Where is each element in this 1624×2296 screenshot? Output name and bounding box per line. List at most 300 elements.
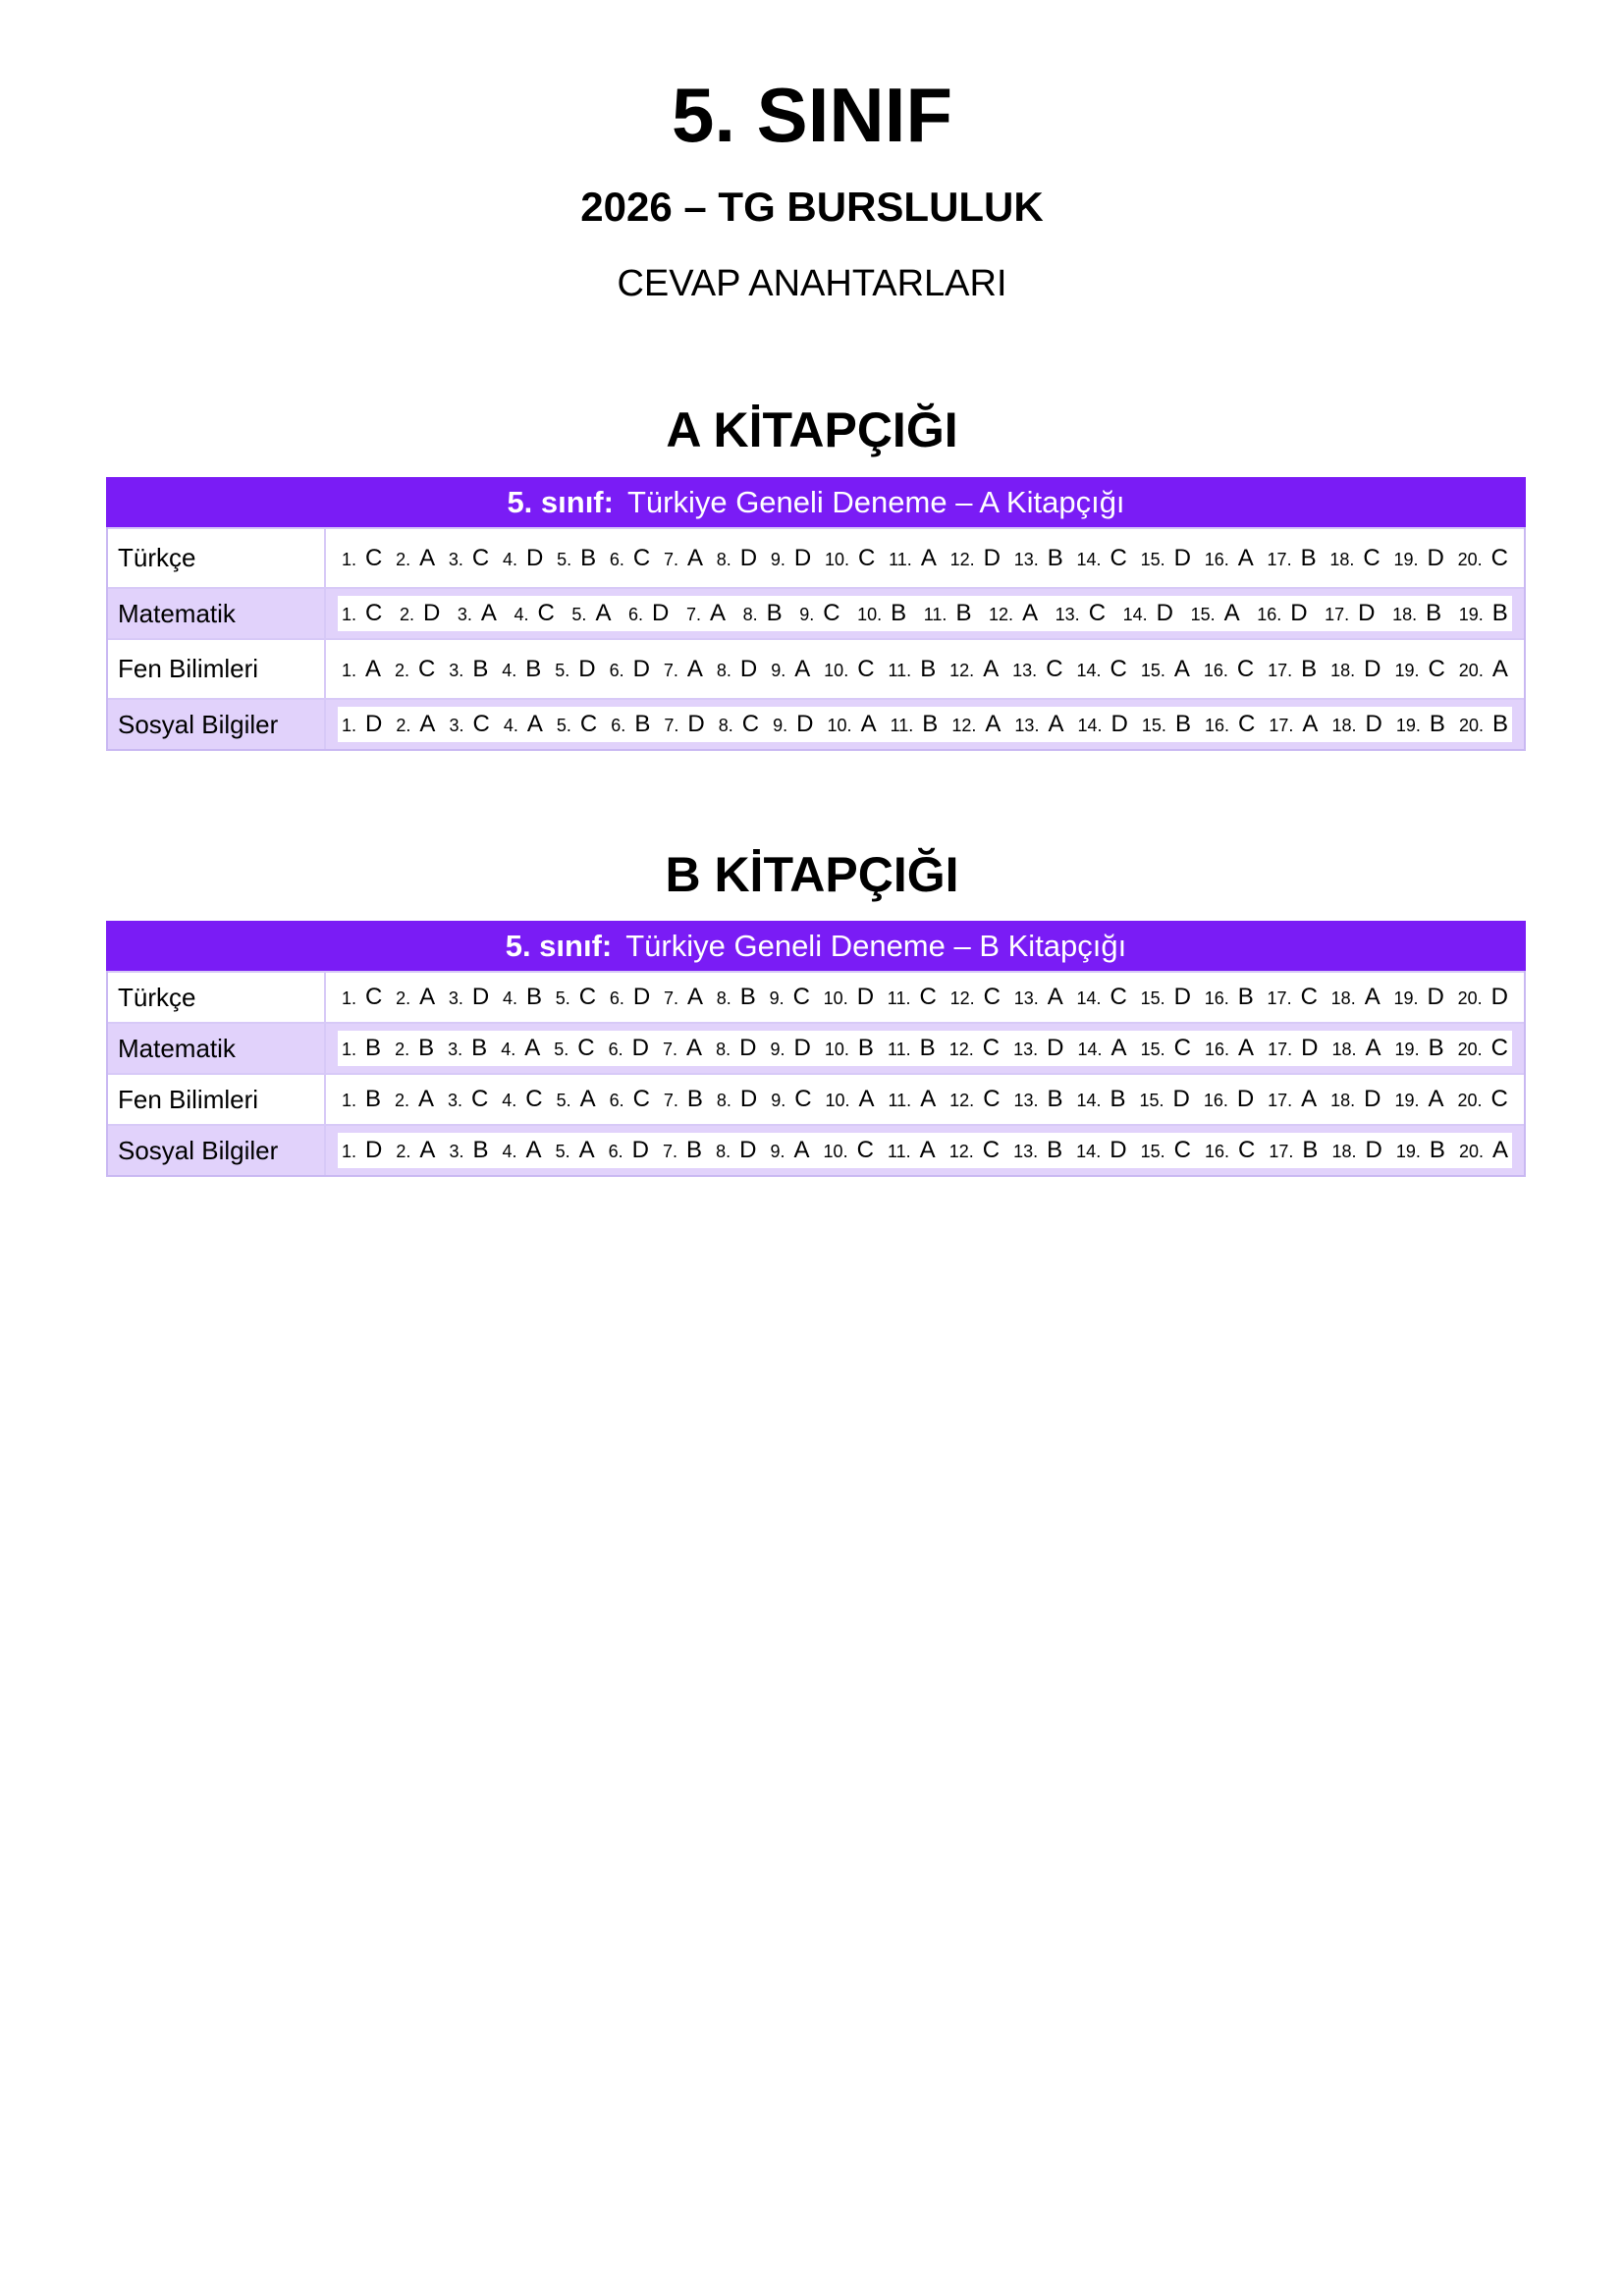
question-number: 13.: [1013, 549, 1039, 569]
question-number: 10.: [825, 549, 850, 569]
answers-cell: [326, 1075, 1524, 1124]
question-number: 8.: [716, 1091, 731, 1110]
answer-letter: B: [1047, 1137, 1063, 1163]
question-number: 5.: [556, 1091, 571, 1110]
answer-item: [395, 1086, 434, 1113]
answer-item: [1329, 545, 1380, 572]
answer-item: [1205, 545, 1254, 572]
answer-letter: A: [1238, 1035, 1255, 1061]
answer-letter: C: [632, 544, 651, 571]
answer-item: [609, 1035, 649, 1062]
answer-item: [1331, 1035, 1380, 1062]
answer-letter: A: [793, 1137, 810, 1163]
question-number: 6.: [608, 1142, 623, 1161]
answer-letter: A: [919, 1137, 936, 1163]
question-number: 2.: [395, 1040, 410, 1059]
question-number: 7.: [685, 605, 701, 624]
answer-item: [1395, 1035, 1444, 1062]
answer-letter: D: [632, 984, 651, 1010]
answer-strip: [338, 596, 1512, 631]
answer-letter: C: [1046, 655, 1063, 682]
question-number: 17.: [1269, 716, 1294, 735]
answer-item: [1331, 984, 1380, 1011]
answer-letter: D: [631, 1137, 649, 1163]
question-number: 2.: [396, 1142, 411, 1161]
answer-letter: D: [1427, 544, 1444, 571]
answer-letter: A: [687, 984, 704, 1010]
answer-item: [1257, 600, 1307, 627]
answer-letter: C: [418, 655, 436, 682]
question-number: 3.: [449, 716, 464, 735]
answer-item: [889, 1086, 937, 1113]
answer-item: [824, 1137, 874, 1164]
question-number: 9.: [771, 1091, 786, 1110]
question-number: 17.: [1267, 549, 1292, 569]
answer-item: [1078, 711, 1128, 738]
answer-item: [1141, 656, 1190, 683]
question-number: 5.: [557, 549, 572, 569]
question-number: 4.: [503, 549, 518, 569]
answer-letter: B: [526, 984, 543, 1010]
answer-item: [717, 545, 757, 572]
answer-item: [825, 545, 875, 572]
question-number: 16.: [1204, 988, 1229, 1008]
question-number: 3.: [449, 1142, 464, 1161]
answer-item: [1393, 545, 1443, 572]
answer-letter: C: [365, 984, 383, 1010]
answer-letter: C: [792, 984, 810, 1010]
question-number: 4.: [503, 988, 518, 1008]
question-number: 16.: [1203, 660, 1228, 680]
question-number: 12.: [949, 660, 975, 680]
question-number: 17.: [1267, 988, 1292, 1008]
answer-item: [1012, 656, 1062, 683]
question-number: 6.: [609, 988, 624, 1008]
question-number: 14.: [1077, 716, 1103, 735]
answer-strip: [338, 545, 1512, 572]
table-row: [108, 638, 1524, 698]
answer-item: [503, 984, 542, 1011]
question-number: 2.: [396, 988, 411, 1008]
question-number: 12.: [949, 1091, 975, 1110]
answer-item: [949, 1137, 1000, 1164]
answer-item: [1396, 1137, 1445, 1164]
answer-item: [1013, 1035, 1063, 1062]
answer-letter: B: [1174, 711, 1191, 737]
answer-letter: D: [365, 1137, 383, 1163]
answer-letter: A: [480, 600, 497, 626]
booklet-a-answer-table: [106, 477, 1526, 751]
answers-cell: [326, 700, 1524, 749]
answer-letter: C: [632, 1086, 650, 1112]
answer-item: [571, 600, 611, 627]
question-number: 18.: [1331, 1040, 1357, 1059]
answer-letter: C: [1110, 984, 1127, 1010]
question-number: 2.: [394, 1091, 409, 1110]
answer-letter: D: [687, 711, 705, 737]
question-number: 16.: [1204, 716, 1230, 735]
answer-item: [719, 711, 759, 738]
answer-letter: A: [1301, 1086, 1318, 1112]
question-number: 9.: [770, 1142, 785, 1161]
question-number: 11.: [887, 1040, 911, 1059]
page-title: 5. SINIF: [671, 72, 953, 158]
answer-item: [951, 711, 1001, 738]
question-number: 10.: [857, 605, 883, 624]
answer-letter: C: [1428, 655, 1445, 682]
question-number: 2.: [399, 605, 414, 624]
answer-letter: D: [796, 711, 814, 737]
answer-item: [503, 545, 543, 572]
question-number: 6.: [609, 660, 624, 680]
question-number: 20.: [1457, 1040, 1483, 1059]
answers-cell: [326, 973, 1524, 1022]
answer-item: [716, 1137, 756, 1164]
question-number: 15.: [1190, 605, 1216, 624]
answer-item: [1205, 1137, 1255, 1164]
answer-item: [1269, 711, 1318, 738]
answer-letter: D: [1490, 984, 1508, 1010]
answer-letter: B: [919, 1035, 936, 1061]
question-number: 3.: [448, 549, 463, 569]
answers-cell: [326, 1024, 1524, 1073]
table-header: [106, 921, 1526, 971]
answer-item: [828, 711, 877, 738]
answer-item: [1459, 1137, 1508, 1164]
question-number: 20.: [1457, 1091, 1483, 1110]
question-number: 11.: [887, 1142, 911, 1161]
question-number: 12.: [989, 605, 1014, 624]
answer-letter: B: [365, 1086, 382, 1112]
answer-item: [554, 1035, 594, 1062]
question-number: 1.: [342, 660, 357, 680]
question-number: 7.: [664, 988, 679, 1008]
answer-letter: A: [983, 655, 1000, 682]
question-number: 7.: [664, 716, 679, 735]
answer-item: [449, 545, 489, 572]
question-number: 8.: [716, 988, 731, 1008]
answers-cell: [326, 1126, 1524, 1175]
answer-letter: B: [1426, 600, 1442, 626]
answer-item: [664, 545, 703, 572]
answer-letter: D: [652, 600, 670, 626]
answer-letter: C: [1236, 655, 1255, 682]
answer-item: [717, 1086, 757, 1113]
answer-letter: D: [1358, 600, 1376, 626]
question-number: 12.: [948, 1040, 974, 1059]
answer-letter: C: [1238, 1137, 1256, 1163]
answer-item: [1330, 656, 1380, 683]
answer-item: [342, 545, 382, 572]
answer-item: [770, 1035, 810, 1062]
answer-item: [501, 1035, 540, 1062]
question-number: 4.: [502, 1091, 517, 1110]
question-number: 11.: [888, 660, 912, 680]
answer-letter: C: [578, 984, 597, 1010]
question-number: 1.: [342, 549, 357, 569]
table-row: [108, 698, 1524, 749]
question-number: 13.: [1013, 1142, 1039, 1161]
table-row: [108, 527, 1524, 587]
answer-item: [1013, 1137, 1062, 1164]
question-number: 19.: [1393, 988, 1419, 1008]
answer-item: [1204, 656, 1254, 683]
answer-letter: A: [524, 1035, 541, 1061]
answer-letter: A: [419, 984, 436, 1010]
table-header-grade: 5. sınıf:: [507, 484, 614, 519]
answer-item: [504, 711, 543, 738]
question-number: 12.: [949, 549, 975, 569]
answer-letter: B: [418, 1035, 435, 1061]
question-number: 18.: [1330, 660, 1356, 680]
answer-item: [1076, 1137, 1126, 1164]
answer-item: [628, 600, 669, 627]
question-number: 6.: [608, 1040, 623, 1059]
answer-letter: A: [1364, 984, 1380, 1010]
answer-item: [1141, 1035, 1191, 1062]
answer-item: [1331, 711, 1381, 738]
answer-letter: A: [1428, 1086, 1444, 1112]
question-number: 5.: [556, 716, 571, 735]
answer-letter: D: [365, 711, 383, 737]
question-number: 14.: [1076, 988, 1102, 1008]
answer-letter: A: [686, 655, 703, 682]
answer-letter: C: [794, 1086, 812, 1112]
question-number: 15.: [1140, 1142, 1165, 1161]
answer-item: [1394, 1086, 1443, 1113]
answer-item: [1077, 545, 1127, 572]
answer-item: [1205, 984, 1254, 1011]
question-number: 14.: [1076, 1091, 1102, 1110]
answer-letter: D: [631, 1035, 649, 1061]
answer-letter: A: [419, 1137, 436, 1163]
answer-item: [556, 984, 596, 1011]
answer-item: [770, 1137, 809, 1164]
question-number: 12.: [949, 988, 975, 1008]
question-number: 20.: [1458, 1142, 1484, 1161]
answer-item: [743, 600, 783, 627]
answer-letter: A: [1048, 711, 1064, 737]
answer-letter: A: [860, 711, 877, 737]
answer-item: [1459, 711, 1508, 738]
answer-item: [773, 711, 813, 738]
answer-item: [610, 984, 650, 1011]
answer-letter: B: [472, 1137, 489, 1163]
answer-strip: [338, 707, 1512, 742]
answer-letter: C: [983, 984, 1001, 1010]
question-number: 4.: [503, 716, 518, 735]
answer-letter: C: [1238, 711, 1256, 737]
answer-item: [396, 545, 435, 572]
answer-item: [555, 656, 595, 683]
question-number: 6.: [611, 716, 626, 735]
question-number: 9.: [770, 549, 785, 569]
question-number: 20.: [1458, 716, 1484, 735]
answer-letter: D: [1236, 1086, 1255, 1112]
answer-item: [826, 1086, 875, 1113]
answer-item: [771, 1086, 811, 1113]
question-number: 8.: [716, 1142, 731, 1161]
question-number: 15.: [1140, 549, 1165, 569]
table-header-title: Türkiye Geneli Deneme – A Kitapçığı: [626, 484, 1125, 519]
answer-letter: A: [985, 711, 1001, 737]
answer-item: [557, 1086, 596, 1113]
answer-letter: C: [579, 711, 598, 737]
booklet-a-heading: A KİTAPÇIĞI: [666, 402, 958, 457]
answer-letter: C: [1490, 544, 1508, 571]
answer-letter: B: [1429, 711, 1445, 737]
question-number: 3.: [447, 1091, 462, 1110]
answer-item: [1268, 545, 1317, 572]
question-number: 3.: [448, 988, 463, 1008]
question-number: 18.: [1331, 1142, 1357, 1161]
booklet-b-answer-table: [106, 921, 1526, 1177]
answer-letter: D: [739, 1035, 757, 1061]
answer-item: [611, 711, 650, 738]
answer-item: [458, 600, 497, 627]
answer-item: [556, 1137, 595, 1164]
question-number: 20.: [1457, 549, 1483, 569]
answer-letter: B: [1047, 544, 1063, 571]
answer-strip: [338, 1133, 1512, 1168]
answer-item: [717, 656, 757, 683]
answer-item: [1331, 1137, 1381, 1164]
answer-letter: A: [525, 1137, 542, 1163]
answer-item: [514, 600, 554, 627]
answer-letter: C: [1088, 600, 1107, 626]
question-number: 19.: [1458, 605, 1484, 624]
answer-letter: D: [632, 655, 650, 682]
answer-item: [1459, 656, 1508, 683]
table-row: [108, 587, 1524, 638]
question-number: 1.: [342, 605, 357, 624]
question-number: 18.: [1392, 605, 1418, 624]
answer-letter: B: [920, 655, 937, 682]
question-number: 1.: [342, 988, 357, 1008]
answer-letter: B: [739, 984, 756, 1010]
answer-item: [1205, 711, 1255, 738]
question-number: 10.: [823, 988, 848, 1008]
answer-letter: A: [1491, 655, 1508, 682]
question-number: 17.: [1268, 1091, 1293, 1110]
answer-keys-subtitle: CEVAP ANAHTARLARI: [617, 263, 1007, 304]
answer-item: [717, 984, 756, 1011]
answer-letter: B: [1110, 1086, 1126, 1112]
answer-item: [1141, 1137, 1191, 1164]
question-number: 9.: [769, 988, 785, 1008]
answer-item: [888, 1137, 936, 1164]
question-number: 19.: [1393, 549, 1419, 569]
answer-letter: B: [365, 1035, 382, 1061]
question-number: 9.: [771, 660, 786, 680]
question-number: 16.: [1204, 1142, 1230, 1161]
answer-item: [395, 656, 435, 683]
answer-item: [891, 711, 939, 738]
answer-letter: D: [1173, 984, 1191, 1010]
question-number: 15.: [1140, 660, 1165, 680]
answer-letter: A: [1022, 600, 1039, 626]
answer-letter: D: [471, 984, 490, 1010]
question-number: 10.: [823, 1142, 848, 1161]
answer-item: [1123, 600, 1173, 627]
answer-item: [610, 545, 650, 572]
answer-item: [1141, 545, 1191, 572]
booklet-b-heading: B KİTAPÇIĞI: [665, 847, 959, 902]
answer-letter: B: [580, 544, 597, 571]
answer-item: [396, 711, 435, 738]
answer-letter: A: [686, 1035, 703, 1061]
answer-letter: A: [687, 544, 704, 571]
question-number: 2.: [396, 549, 411, 569]
answer-letter: D: [1365, 711, 1382, 737]
answer-item: [1014, 711, 1063, 738]
answer-letter: C: [365, 600, 383, 626]
answer-letter: C: [857, 655, 875, 682]
answer-item: [400, 600, 440, 627]
question-number: 18.: [1330, 1091, 1356, 1110]
answer-item: [1392, 600, 1441, 627]
question-number: 15.: [1141, 716, 1166, 735]
answer-letter: A: [858, 1086, 875, 1112]
answer-item: [342, 1137, 382, 1164]
answer-letter: A: [1365, 1035, 1381, 1061]
answer-letter: C: [823, 600, 840, 626]
answer-letter: A: [709, 600, 726, 626]
question-number: 10.: [827, 716, 852, 735]
answer-letter: C: [858, 544, 876, 571]
question-number: 13.: [1055, 605, 1080, 624]
answer-letter: D: [526, 544, 544, 571]
question-number: 6.: [628, 605, 644, 624]
answer-letter: D: [793, 1035, 811, 1061]
question-number: 11.: [923, 605, 947, 624]
answer-letter: B: [1429, 1137, 1445, 1163]
question-number: 4.: [514, 605, 529, 624]
answer-letter: D: [739, 1086, 758, 1112]
answer-letter: D: [739, 544, 758, 571]
answer-letter: C: [471, 544, 490, 571]
table-row: [108, 1073, 1524, 1124]
answer-letter: D: [1364, 655, 1381, 682]
answer-letter: A: [1173, 655, 1190, 682]
answer-letter: C: [856, 1137, 874, 1163]
answer-item: [1268, 656, 1317, 683]
answer-letter: D: [422, 600, 441, 626]
answer-strip: [338, 656, 1512, 683]
answer-item: [557, 711, 597, 738]
answer-strip: [338, 1086, 1512, 1113]
answer-item: [950, 984, 1001, 1011]
answer-item: [824, 656, 874, 683]
answer-letter: D: [1047, 1035, 1064, 1061]
question-number: 17.: [1268, 1040, 1293, 1059]
question-number: 13.: [1012, 660, 1038, 680]
answers-cell: [326, 640, 1524, 698]
answer-letter: B: [525, 655, 542, 682]
answer-letter: B: [1428, 1035, 1444, 1061]
answer-letter: B: [634, 711, 651, 737]
question-number: 12.: [948, 1142, 974, 1161]
table-header-title: Türkiye Geneli Deneme – B Kitapçığı: [625, 928, 1127, 963]
answer-letter: A: [1491, 1137, 1508, 1163]
table-row: [108, 1022, 1524, 1073]
question-number: 14.: [1076, 660, 1102, 680]
question-number: 11.: [890, 716, 914, 735]
answer-item: [1076, 656, 1126, 683]
answer-item: [449, 984, 489, 1011]
answer-letter: A: [1302, 711, 1319, 737]
question-number: 16.: [1257, 605, 1282, 624]
